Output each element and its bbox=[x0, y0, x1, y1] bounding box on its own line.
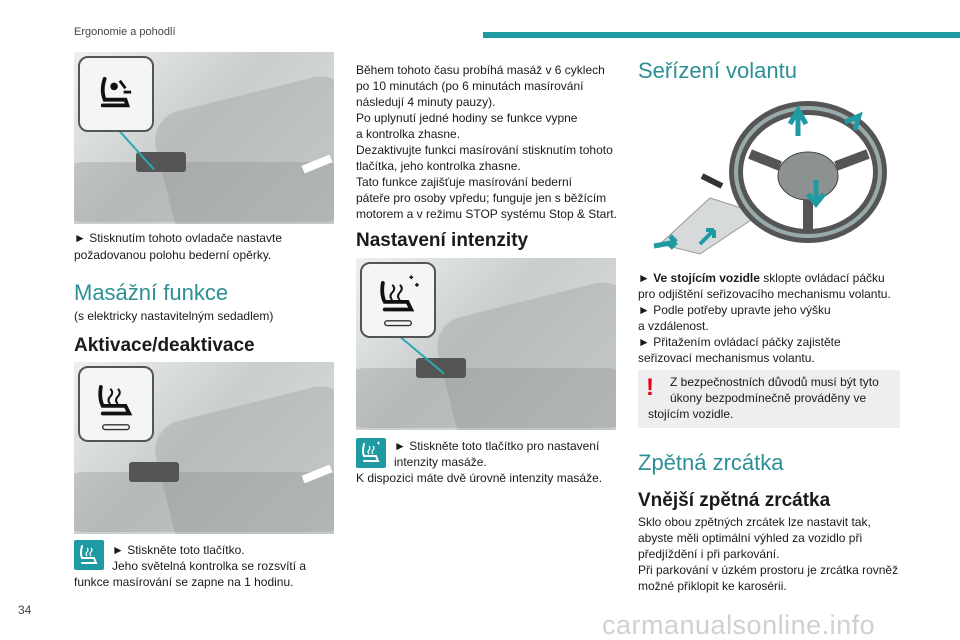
para-line: tlačítka, jeho kontrolka zhasne. bbox=[356, 159, 521, 173]
massage-seat-icon bbox=[74, 540, 104, 570]
steering-line4: a vzdálenost. bbox=[638, 319, 709, 333]
lumbar-callout bbox=[78, 56, 154, 132]
exterior-mirrors-paragraph bbox=[638, 514, 908, 594]
para-line: a kontrolka zhasne. bbox=[356, 127, 461, 141]
steering-line1-bold: ► Ve stojícím vozidle bbox=[638, 271, 760, 285]
warning-exclamation-icon: ! bbox=[646, 374, 654, 401]
para-line: páteře pro osoby vpředu; funguje jen s běžícím bbox=[356, 191, 607, 205]
watermark: carmanualsonline.info bbox=[602, 610, 876, 640]
activation-line1: ► Stiskněte toto tlačítko. bbox=[112, 543, 245, 557]
exterior-mirrors-heading: Vnější zpětná zrcátka bbox=[638, 490, 831, 511]
para-line: po 10 minutách (po 6 minutách masírování bbox=[356, 79, 584, 93]
massage-subtitle: (s elektricky nastavitelným sedadlem) bbox=[74, 309, 274, 323]
massage-seat-icon bbox=[80, 368, 152, 440]
mirrors-heading: Zpětná zrcátka bbox=[638, 450, 784, 475]
ext-line: možné přiklopit ke karosérii. bbox=[638, 579, 787, 593]
para-line: Během tohoto času probíhá masáž v 6 cyklech bbox=[356, 63, 605, 77]
massage-intensity-icon bbox=[356, 438, 386, 468]
warning-line1: Z bezpečnostních důvodů musí být tyto bbox=[670, 375, 879, 389]
activation-line2: Jeho světelná kontrolka se rozsvítí a bbox=[112, 559, 307, 573]
massage-badge bbox=[74, 540, 104, 570]
para-line: Po uplynutí jedné hodiny se funkce vypne bbox=[356, 111, 578, 125]
steering-line1 bbox=[638, 270, 908, 286]
massage-cycle-paragraph bbox=[356, 62, 624, 222]
massage-seat-photo bbox=[74, 362, 334, 534]
para-line: motorem a v režimu STOP systému Stop & Start. bbox=[356, 207, 617, 221]
warning-line2: úkony bezpodmínečně prováděny ve bbox=[670, 391, 867, 405]
massage-callout bbox=[78, 366, 154, 442]
ext-line: Při parkování v úzkém prostoru je zrcátka rovněž bbox=[638, 563, 899, 577]
page-number: 34 bbox=[18, 603, 32, 617]
steering-wheel-figure bbox=[640, 94, 902, 258]
para-line: Dezaktivujte funkci masírování stisknutím tohoto bbox=[356, 143, 613, 157]
lumbar-seat-photo bbox=[74, 52, 334, 224]
intensity-callout bbox=[360, 262, 436, 338]
steering-line5: ► Přitažením ovládací páčky zajistěte bbox=[638, 335, 841, 349]
intensity-badge bbox=[356, 438, 386, 468]
ext-line: Sklo obou zpětných zrcátek lze nastavit tak, bbox=[638, 515, 871, 529]
massage-heading: Masážní funkce bbox=[74, 280, 229, 305]
lumbar-instruction: ► Stisknutím tohoto ovladače nastavte požadovanou polohu bederní opěrky. bbox=[74, 231, 282, 262]
para-line: Tato funkce zajišťuje masírování bederní bbox=[356, 175, 572, 189]
intensity-line1: ► Stiskněte toto tlačítko pro nastavení bbox=[394, 439, 600, 453]
running-header: Ergonomie a pohodlí bbox=[74, 26, 176, 38]
safety-warning-box bbox=[638, 370, 900, 428]
activation-line3: funkce masírování se zapne na 1 hodinu. bbox=[74, 575, 294, 589]
header-accent-bar bbox=[483, 32, 960, 38]
para-line: následují 4 minuty pauzy). bbox=[356, 95, 496, 109]
intensity-seat-photo bbox=[356, 258, 616, 430]
steering-heading: Seřízení volantu bbox=[638, 58, 797, 83]
warning-line3: stojícím vozidle. bbox=[648, 407, 734, 421]
intensity-line2: intenzity masáže. bbox=[394, 455, 487, 469]
activation-heading: Aktivace/deaktivace bbox=[74, 335, 255, 356]
steering-line6: seřizovací mechanismus volantu. bbox=[638, 351, 815, 365]
massage-intensity-icon bbox=[362, 264, 434, 336]
steering-line3: ► Podle potřeby upravte jeho výšku bbox=[638, 303, 831, 317]
steering-line2: pro odjištění seřizovacího mechanismu volantu. bbox=[638, 287, 891, 301]
ext-line: abyste měli optimální výhled za vozidlo při bbox=[638, 531, 863, 545]
steering-wheel-illustration bbox=[640, 94, 902, 258]
lumbar-seat-icon bbox=[80, 58, 152, 130]
steering-line1-rest: sklopte ovládací páčku bbox=[759, 271, 885, 285]
intensity-line3: K dispozici máte dvě úrovně intenzity masáže. bbox=[356, 471, 603, 485]
ext-line: předjíždění i při parkování. bbox=[638, 547, 780, 561]
intensity-heading: Nastavení intenzity bbox=[356, 230, 529, 251]
